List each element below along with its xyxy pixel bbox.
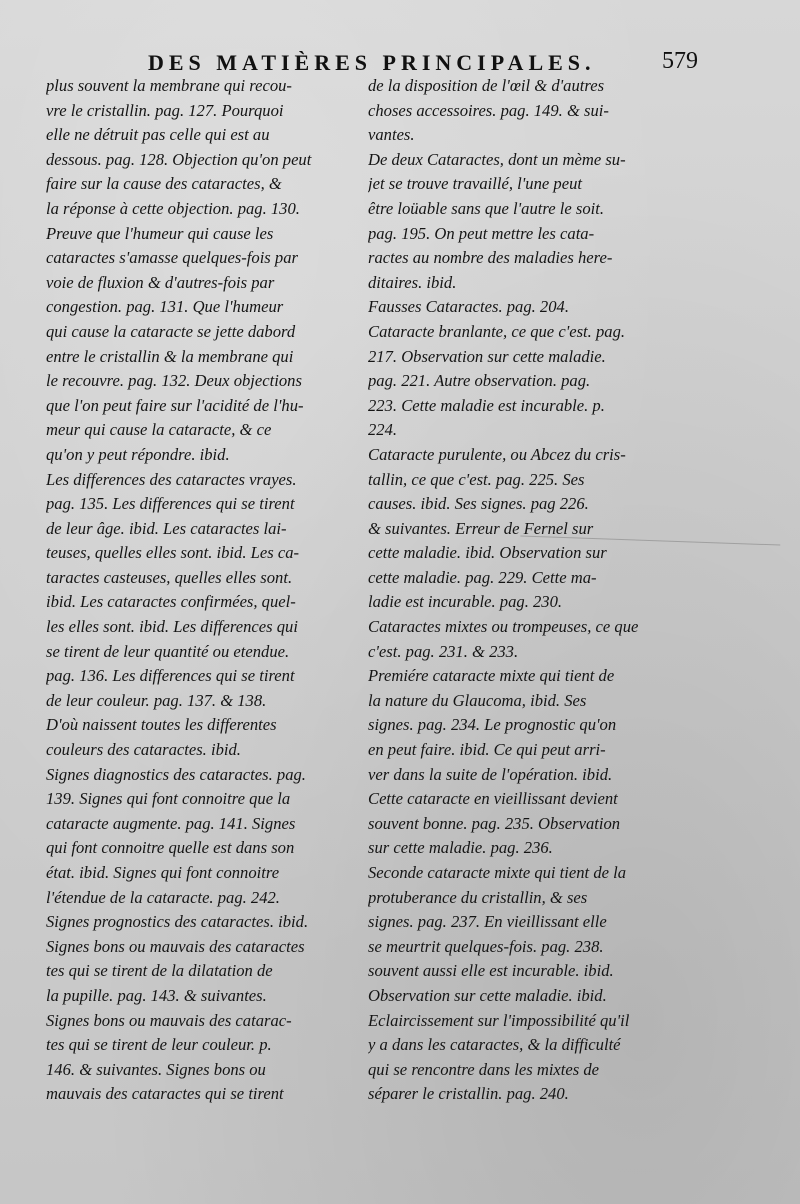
text-line: en peut faire. ibid. Ce qui peut arri- [368,740,606,760]
running-head-title: DES MATIÈRES PRINCIPALES. [148,50,596,75]
text-line: meur qui cause la cataracte, & ce [46,420,272,440]
text-line: ditaires. ibid. [368,272,457,292]
running-head [148,44,748,76]
text-line: signes. pag. 237. En vieillissant elle [368,912,607,932]
text-line: 217. Observation sur cette maladie. [368,346,606,366]
text-line: tes qui se tirent de leur couleur. p. [46,1035,272,1055]
text-line: la réponse à cette objection. pag. 130. [46,198,300,218]
text-line: 223. Cette maladie est incurable. p. [368,395,605,415]
text-line: pag. 136. Les differences qui se tirent [46,666,295,686]
text-line: état. ibid. Signes qui font connoitre [46,863,280,882]
text-line: qui cause la cataracte se jette dabord [46,321,296,341]
text-line: causes. ibid. Ses signes. pag 226. [368,494,589,514]
text-line: cataractes s'amasse quelques-fois par [46,248,298,268]
text-line: la pupille. pag. 143. & suivantes. [46,985,267,1005]
text-line: Premiére cataracte mixte qui tient de [368,666,615,686]
text-line: de la disposition de l'œil & d'autres [368,76,605,95]
text-line: D'où naissent toutes les differentes [46,715,277,735]
text-line: couleurs des cataractes. ibid. [46,740,241,760]
text-line: Seconde cataracte mixte qui tient de la [368,863,627,882]
text-line: Cette cataracte en vieillissant devient [368,789,618,809]
text-line: c'est. pag. 231. & 233. [368,641,519,661]
text-line: mauvais des cataractes qui se tirent [46,1084,284,1104]
text-line: l'étendue de la cataracte. pag. 242. [46,887,280,907]
page-number: 579 [662,48,698,74]
text-line: de leur couleur. pag. 137. & 138. [46,690,267,710]
text-line: choses accessoires. pag. 149. & sui- [368,100,609,120]
right-column [368,74,668,1107]
text-line: Les differences des cataractes vrayes. [46,469,297,489]
text-line: cette maladie. ibid. Observation sur [368,543,607,563]
text-line: qui se rencontre dans les mixtes de [368,1059,600,1079]
text-line: séparer le cristallin. pag. 240. [368,1084,569,1104]
text-line: jet se trouve travaillé, l'une peut [368,174,582,194]
text-line: ibid. Les cataractes confirmées, quel- [46,592,296,612]
text-line: faire sur la cause des cataractes, & [46,174,282,194]
left-column [46,74,364,1107]
text-line: 224. [368,420,398,440]
text-line: vre le cristallin. pag. 127. Pourquoi [46,100,284,120]
text-line: elle ne détruit pas celle qui est au [46,125,270,145]
text-line: ladie est incurable. pag. 230. [368,592,563,612]
text-line: que l'on peut faire sur l'acidité de l'hu- [46,395,304,415]
text-line: entre le cristallin & la membrane qui [46,346,294,366]
text-line: qu'on y peut répondre. ibid. [46,444,230,464]
text-line: teuses, quelles elles sont. ibid. Les ca- [46,543,300,563]
text-line: protuberance du cristallin, & ses [368,887,588,907]
text-line: ver dans la suite de l'opération. ibid. [368,764,613,784]
text-line: de leur âge. ibid. Les cataractes lai- [46,518,287,538]
text-line: De deux Cataractes, dont un mème su- [368,149,626,169]
text-line: Fausses Cataractes. pag. 204. [368,297,569,317]
text-line: souvent bonne. pag. 235. Observation [368,813,621,833]
text-line: tes qui se tirent de la dilatation de [46,961,273,981]
text-line: la nature du Glaucoma, ibid. Ses [368,690,587,710]
text-line: cette maladie. pag. 229. Cette ma- [368,567,597,587]
text-line: dessous. pag. 128. Objection qu'on peut [46,149,312,169]
text-line: souvent aussi elle est incurable. ibid. [368,961,614,981]
text-line: Eclaircissement sur l'impossibilité qu'il [368,1010,630,1030]
text-line: Signes bons ou mauvais des cataractes [46,936,305,956]
text-line: le recouvre. pag. 132. Deux objections [46,371,302,391]
text-line: congestion. pag. 131. Que l'humeur [46,297,284,317]
text-line: pag. 221. Autre observation. pag. [368,371,591,391]
text-line: 146. & suivantes. Signes bons ou [46,1059,266,1079]
text-line: Signes diagnostics des cataractes. pag. [46,764,306,784]
text-line: taractes casteuses, quelles elles sont. [46,567,293,587]
text-line: ractes au nombre des maladies here- [368,248,613,268]
text-line: les elles sont. ibid. Les differences qui [46,617,298,637]
text-line: se tirent de leur quantité ou etendue. [46,641,290,661]
text-line: pag. 135. Les differences qui se tirent [46,494,295,514]
text-line: Observation sur cette maladie. ibid. [368,985,607,1005]
text-line: Signes bons ou mauvais des catarac- [46,1010,292,1030]
text-line: Cataracte branlante, ce que c'est. pag. [368,321,626,341]
text-line: 139. Signes qui font connoitre que la [46,789,291,809]
text-line: voie de fluxion & d'autres-fois par [46,272,275,292]
text-line: qui font connoitre quelle est dans son [46,838,295,858]
text-line: vantes. [368,125,415,145]
text-line: se meurtrit quelques-fois. pag. 238. [368,936,604,956]
text-line: cataracte augmente. pag. 141. Signes [46,813,296,833]
text-line: sur cette maladie. pag. 236. [368,838,553,858]
text-line: y a dans les cataractes, & la difficulté [368,1035,621,1055]
text-line: Cataractes mixtes ou trompeuses, ce que [368,617,639,637]
text-line: signes. pag. 234. Le prognostic qu'on [368,715,617,735]
text-line: tallin, ce que c'est. pag. 225. Ses [368,469,585,489]
text-line: & suivantes. Erreur de Fernel sur [368,518,594,538]
text-line: plus souvent la membrane qui recou- [46,76,292,95]
text-line: pag. 195. On peut mettre les cata- [368,223,595,243]
text-line: Cataracte purulente, ou Abcez du cris- [368,444,626,464]
text-line: être loüable sans que l'autre le soit. [368,198,604,218]
text-line: Preuve que l'humeur qui cause les [46,223,274,243]
text-line: Signes prognostics des cataractes. ibid. [46,912,309,932]
